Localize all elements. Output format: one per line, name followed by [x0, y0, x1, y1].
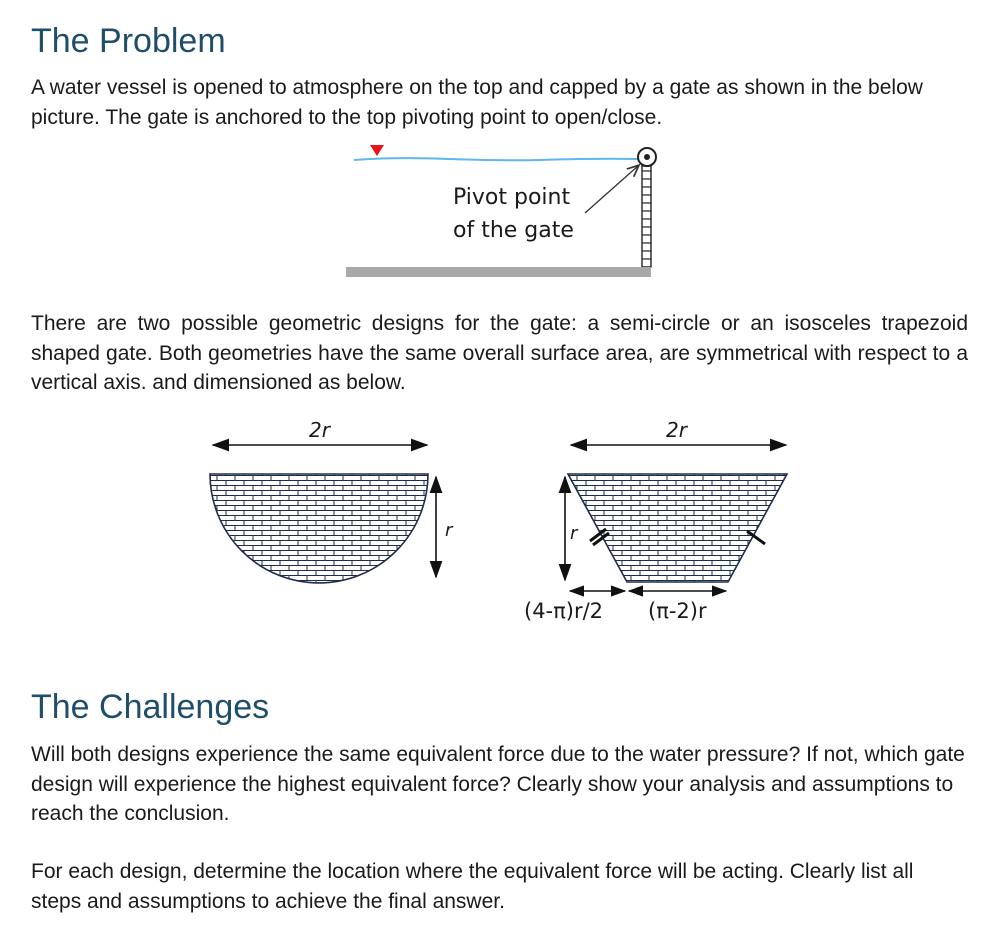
- trapezoid-height-label: r: [570, 523, 578, 544]
- challenges-question-2: For each design, determine the location where the equivalent force will be acting. Clearly list all steps and assumptions to achieve the final answer.: [31, 860, 914, 913]
- vessel-floor: [346, 267, 651, 277]
- pivot-label-arrow: [585, 166, 638, 213]
- challenges-heading: The Challenges: [31, 688, 270, 726]
- trapezoid-gate-design: [524, 418, 787, 623]
- problem-intro: A water vessel is opened to atmosphere on the top and capped by a gate as shown in the below picture. The gate is anchored to the top pivoting point to open/close.: [31, 76, 923, 129]
- pivot-label-line2: of the gate: [453, 218, 574, 243]
- vessel-gate-figure: [0, 135, 1004, 285]
- trapezoid-offset-label: (4-π)r/2: [524, 599, 604, 623]
- problem-heading: The Problem: [31, 22, 226, 60]
- trapezoid-gate-shape: [568, 474, 787, 582]
- water-level-marker: [370, 145, 384, 156]
- semicircle-height-label: r: [445, 520, 453, 541]
- semicircle-width-label: 2r: [309, 418, 330, 442]
- gate-bar: [642, 166, 651, 267]
- pivot-label-line1: Pivot point: [453, 185, 571, 210]
- semicircle-gate-shape: [210, 474, 428, 583]
- challenges-question-1: Will both designs experience the same equivalent force due to the water pressure? If not, which gate design will experience the highest equivalent force? Clearly show your analysis and assumptions to reach the conclusion.: [31, 743, 965, 825]
- trapezoid-bottom-width-label: (π-2)r: [648, 599, 707, 623]
- designs-text: There are two possible geometric designs for the gate: a semi-circle or an isosceles trapezoid shaped gate. Both geometries have the same overall surface area, are symmetrical with respect to a vertical axis. and dimensioned as below.: [31, 312, 968, 394]
- trapezoid-width-label: 2r: [666, 418, 687, 442]
- semicircle-gate-design: [210, 418, 454, 583]
- water-surface-line: [354, 158, 648, 160]
- gate-designs-figure: [0, 405, 1004, 635]
